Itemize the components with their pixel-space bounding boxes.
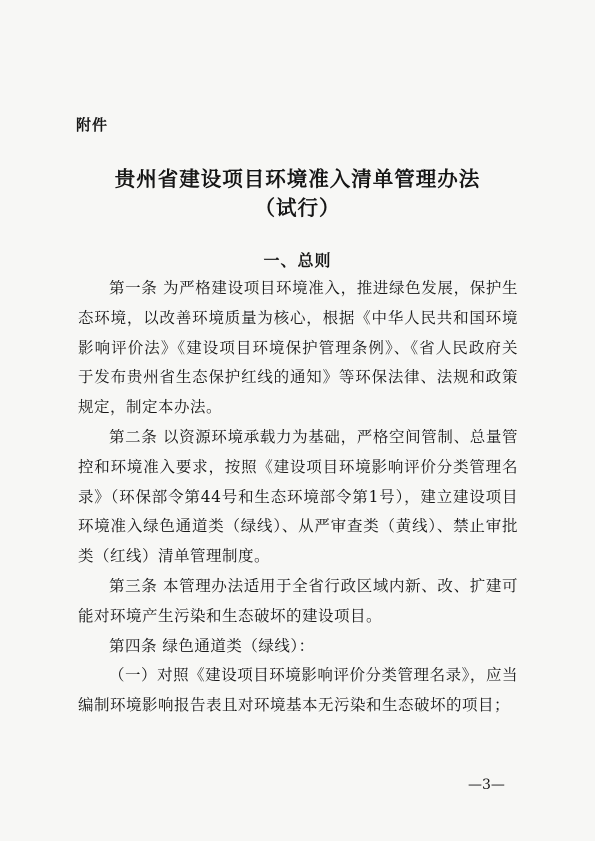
document-title: 贵州省建设项目环境准入清单管理办法 [114,167,481,191]
body-text [78,274,518,721]
article-2-paragraph: 第二条 以资源环境承载力为基础，严格空间管制、总量管控和环境准入要求，按照《建设项目环境影响评价分类管理名录》（环保部令第44号和生态环境部令第1号），建立建设项目环境准入绿色通道类（绿线）、从严审查类（黄线）、禁止审批类（红线）清单管理制度。 [78,427,518,566]
article-4-paragraph: 第四条 绿色通道类（绿线）： [109,636,315,655]
page-number: —3— [468,777,505,793]
article-4-item-1-paragraph: （一）对照《建设项目环境影响评价分类管理名录》，应当编制环境影响报告表且对环境基本无污染和生态破坏的项目； [78,666,518,715]
article-3-paragraph: 第三条 本管理办法适用于全省行政区域内新、改、扩建可能对环境产生污染和生态破坏的建设项目。 [78,576,518,625]
article-1-paragraph: 第一条 为严格建设项目环境准入，推进绿色发展，保护生态环境，以改善环境质量为核心，根据《中华人民共和国环境影响评价法》《建设项目环境保护管理条例》、《省人民政府关于发布贵州省生态保护红线的通知》等环保法律、法规和政策规定，制定本办法。 [78,279,518,417]
section-heading: 一、总则 [263,251,332,270]
attachment-label: 附件 [76,116,109,134]
document-subtitle: （试行） [254,196,341,220]
